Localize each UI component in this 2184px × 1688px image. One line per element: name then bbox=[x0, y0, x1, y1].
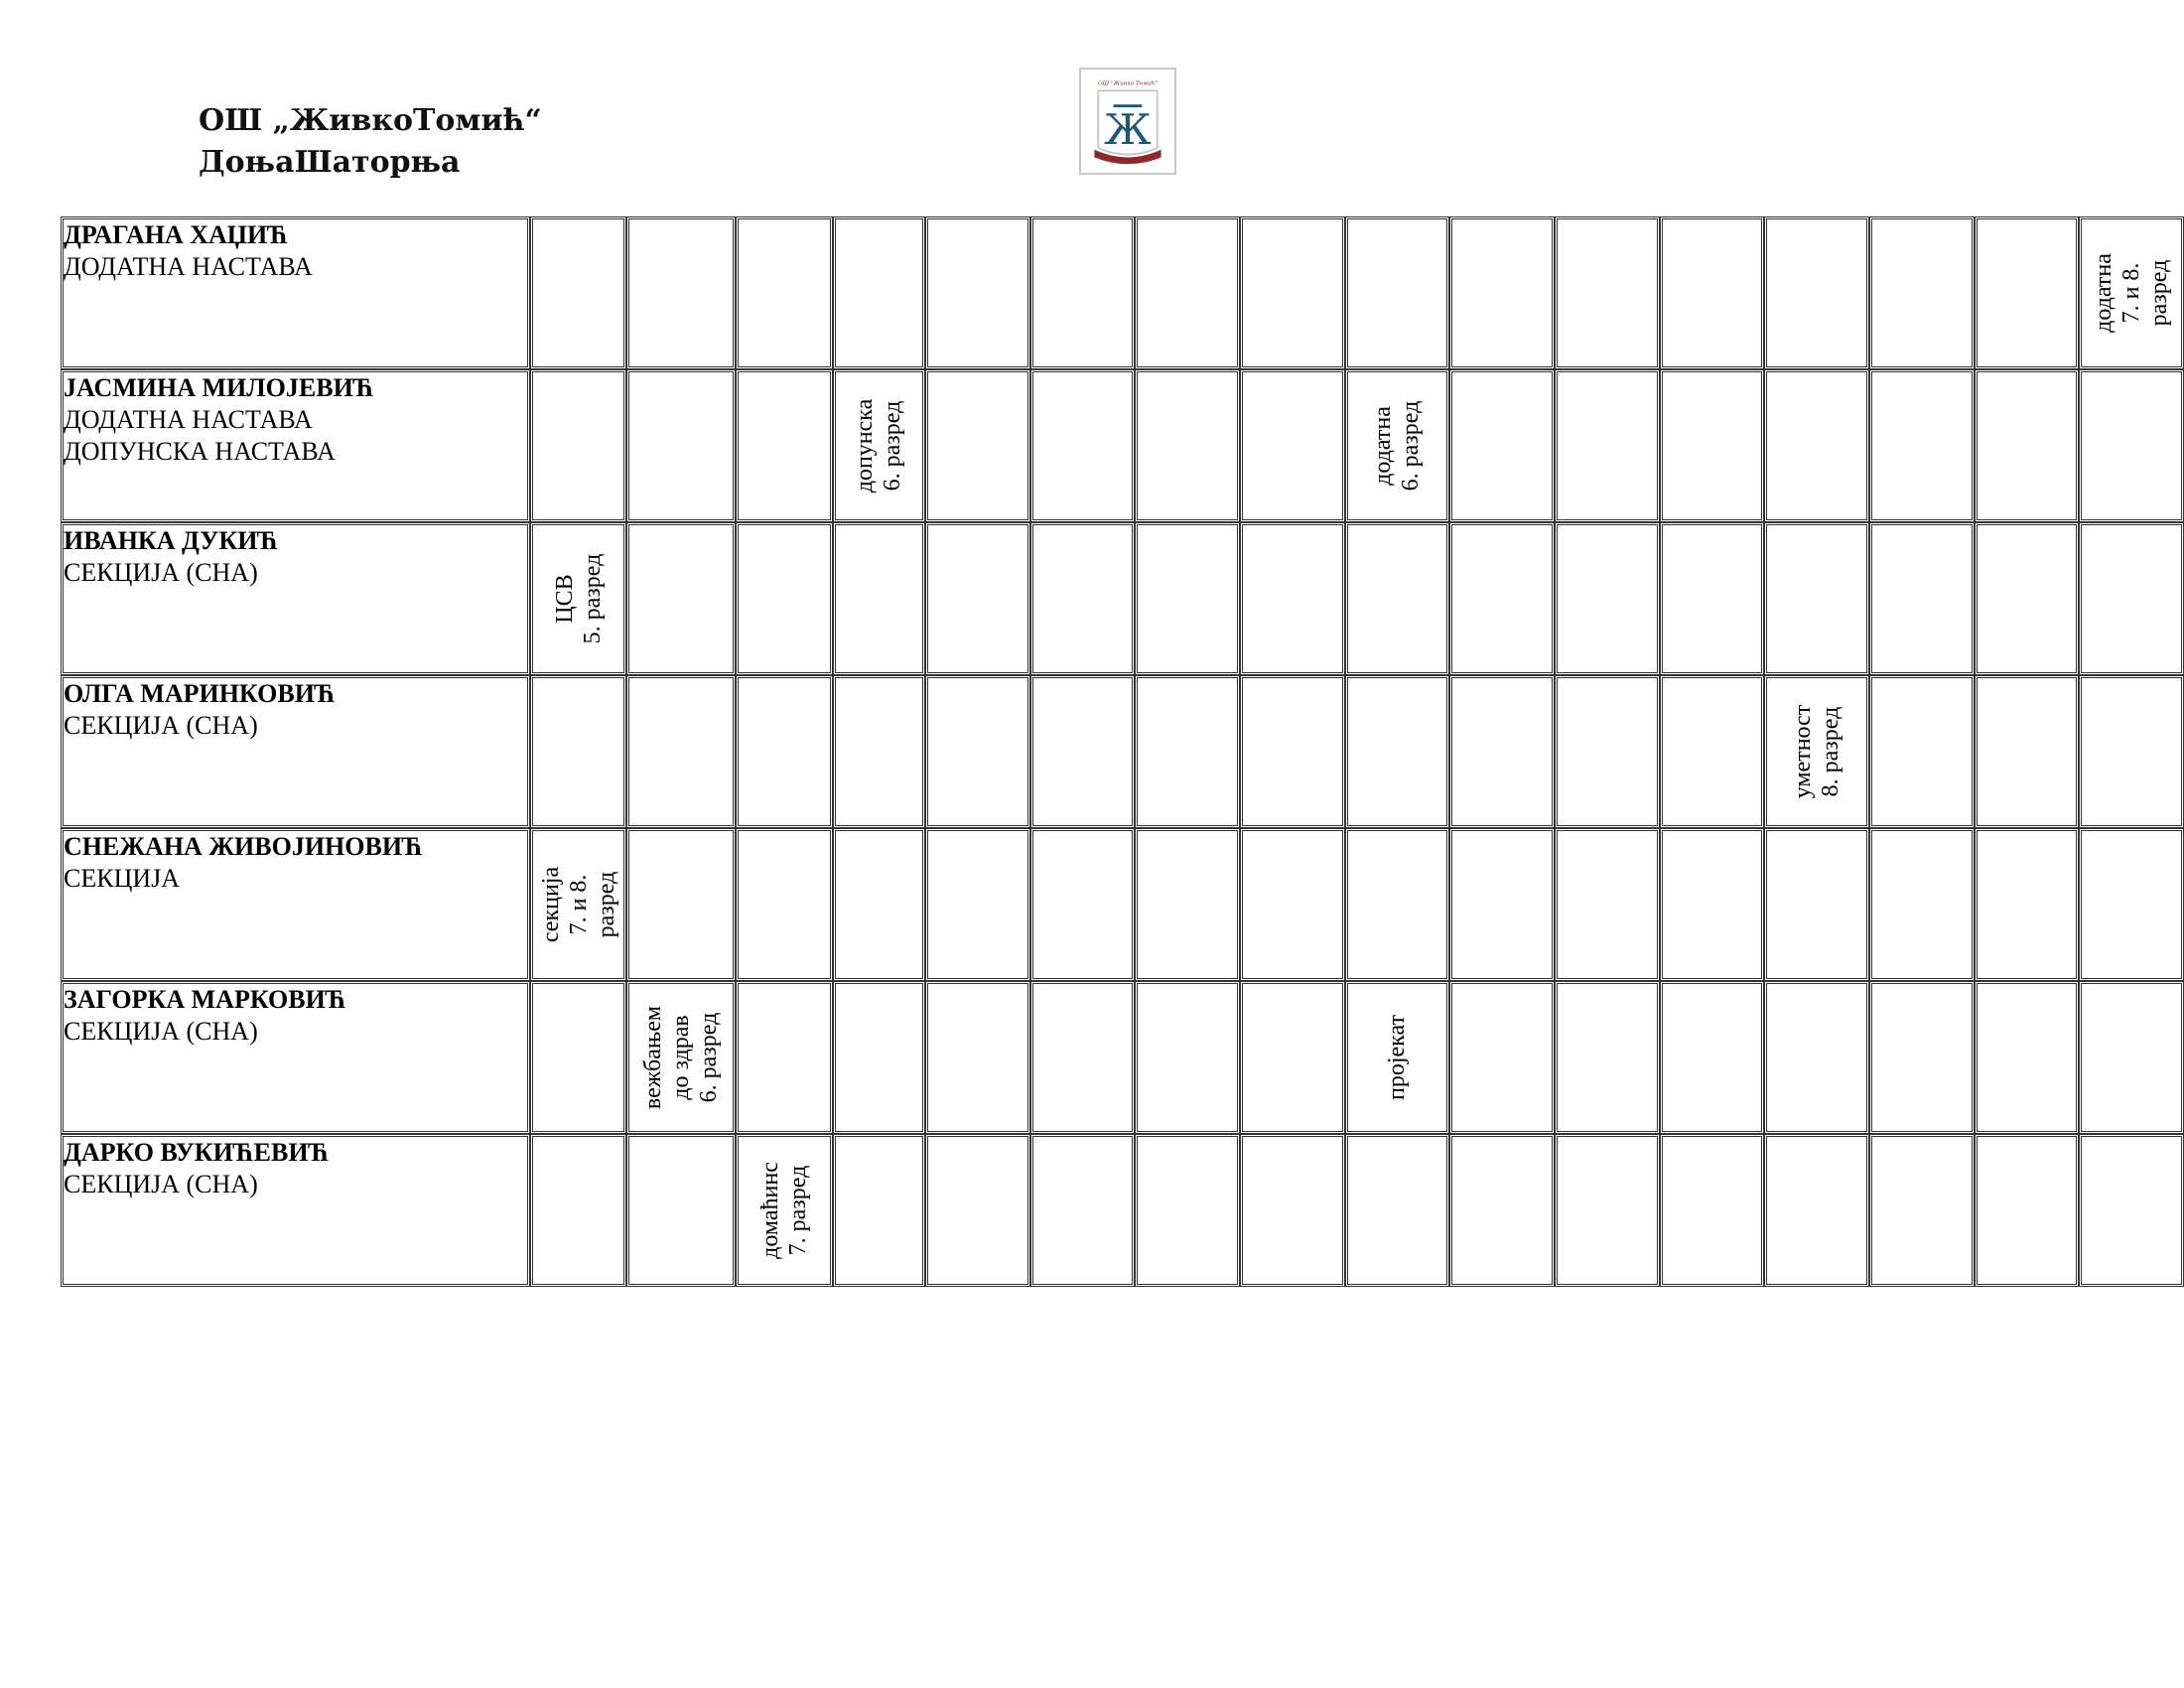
schedule-cell bbox=[1030, 1134, 1136, 1287]
teacher-name: ИВАНКА ДУКИЋ bbox=[64, 526, 279, 555]
activity-label-secondary: ДОПУНСКА НАСТАВА bbox=[64, 437, 336, 466]
schedule-cell bbox=[1660, 1134, 1765, 1287]
schedule-cell bbox=[833, 216, 925, 369]
schedule-entry: секција 7. и 8. разред bbox=[537, 866, 619, 943]
schedule-cell bbox=[736, 216, 833, 369]
schedule-cell bbox=[1764, 828, 1869, 981]
teacher-name: ОЛГА МАРИНКОВИЋ bbox=[64, 679, 336, 708]
schedule-cell bbox=[1345, 828, 1450, 981]
schedule-cell bbox=[626, 828, 736, 981]
schedule-cell bbox=[1240, 369, 1345, 522]
schedule-cell bbox=[833, 522, 925, 675]
schedule-cell bbox=[925, 522, 1030, 675]
teacher-cell bbox=[61, 216, 530, 369]
schedule-cell bbox=[1975, 216, 2080, 369]
schedule-cell bbox=[1345, 216, 1450, 369]
activity-label: ДОДАТНА НАСТАВА bbox=[64, 405, 313, 434]
school-crest-icon bbox=[1079, 68, 1176, 175]
table-row bbox=[61, 981, 2184, 1134]
schedule-cell bbox=[1764, 981, 1869, 1134]
activity-label: ДОДАТНА НАСТАВА bbox=[64, 252, 313, 281]
schedule-cell bbox=[1975, 981, 2080, 1134]
schedule-cell bbox=[626, 675, 736, 828]
schedule-cell bbox=[1449, 675, 1555, 828]
schedule-cell bbox=[1240, 828, 1345, 981]
teacher-cell bbox=[61, 981, 530, 1134]
schedule-cell bbox=[1030, 522, 1136, 675]
schedule-cell bbox=[1869, 981, 1975, 1134]
schedule-cell bbox=[925, 216, 1030, 369]
schedule-cell bbox=[530, 981, 627, 1134]
schedule-cell bbox=[1449, 828, 1555, 981]
schedule-cell bbox=[1764, 522, 1869, 675]
school-header bbox=[199, 100, 542, 184]
schedule-cell bbox=[1555, 675, 1660, 828]
schedule-cell bbox=[833, 828, 925, 981]
schedule-cell bbox=[1660, 675, 1765, 828]
schedule-cell bbox=[1135, 522, 1240, 675]
schedule-cell bbox=[1030, 828, 1136, 981]
schedule-cell bbox=[530, 369, 627, 522]
schedule-cell bbox=[925, 1134, 1030, 1287]
schedule-cell bbox=[1135, 1134, 1240, 1287]
activity-label: СЕКЦИЈА bbox=[64, 864, 181, 893]
schedule-cell bbox=[1449, 981, 1555, 1134]
table-row bbox=[61, 522, 2184, 675]
schedule-cell bbox=[1345, 981, 1450, 1134]
schedule-cell bbox=[833, 369, 925, 522]
schedule-cell bbox=[1135, 828, 1240, 981]
schedule-cell bbox=[1869, 675, 1975, 828]
schedule-cell bbox=[2079, 216, 2184, 369]
schedule-cell bbox=[1660, 216, 1765, 369]
logo-monogram: Ж bbox=[1104, 105, 1152, 155]
schedule-cell bbox=[1975, 828, 2080, 981]
schedule-cell bbox=[1030, 216, 1136, 369]
schedule-cell bbox=[736, 522, 833, 675]
teacher-name: СНЕЖАНА ЖИВОЈИНОВИЋ bbox=[64, 832, 423, 861]
schedule-entry: додатна 7. и 8. разред bbox=[2091, 253, 2173, 333]
schedule-entry: вежбањем до здрав 6. разред bbox=[640, 1005, 723, 1110]
schedule-cell bbox=[1869, 216, 1975, 369]
schedule-cell bbox=[1449, 216, 1555, 369]
schedule-cell bbox=[530, 522, 627, 675]
table-row bbox=[61, 216, 2184, 369]
schedule-cell bbox=[736, 1134, 833, 1287]
schedule-cell bbox=[626, 981, 736, 1134]
schedule-cell bbox=[1345, 369, 1450, 522]
schedule-cell bbox=[2079, 522, 2184, 675]
schedule-cell bbox=[925, 369, 1030, 522]
schedule-cell bbox=[1764, 1134, 1869, 1287]
teacher-cell bbox=[61, 675, 530, 828]
schedule-cell bbox=[1869, 369, 1975, 522]
teacher-name: ДРАГАНА ХАЏИЋ bbox=[64, 220, 289, 249]
schedule-cell bbox=[626, 522, 736, 675]
schedule-cell bbox=[736, 981, 833, 1134]
schedule-cell bbox=[1975, 522, 2080, 675]
schedule-cell bbox=[1869, 1134, 1975, 1287]
schedule-cell bbox=[530, 828, 627, 981]
schedule-cell bbox=[1030, 981, 1136, 1134]
schedule-cell bbox=[626, 216, 736, 369]
schedule-cell bbox=[626, 369, 736, 522]
schedule-cell bbox=[925, 828, 1030, 981]
schedule-entry: домаћинс 7. разред bbox=[756, 1162, 811, 1259]
schedule-cell bbox=[1764, 675, 1869, 828]
schedule-cell bbox=[1240, 675, 1345, 828]
teacher-name: ЗАГОРКА МАРКОВИЋ bbox=[64, 985, 346, 1014]
schedule-cell bbox=[925, 981, 1030, 1134]
schedule-cell bbox=[1869, 522, 1975, 675]
activity-label: СЕКЦИЈА (СНА) bbox=[64, 711, 258, 740]
schedule-cell bbox=[1135, 369, 1240, 522]
activity-label: СЕКЦИЈА (СНА) bbox=[64, 558, 258, 587]
schedule-cell bbox=[833, 1134, 925, 1287]
schedule-cell bbox=[1240, 1134, 1345, 1287]
schedule-cell bbox=[1135, 675, 1240, 828]
schedule-cell bbox=[1555, 369, 1660, 522]
schedule-cell bbox=[1660, 981, 1765, 1134]
schedule-cell bbox=[2079, 828, 2184, 981]
schedule-cell bbox=[1975, 1134, 2080, 1287]
schedule-cell bbox=[833, 675, 925, 828]
teacher-name: ДАРКО ВУКИЋЕВИЋ bbox=[64, 1138, 330, 1167]
teacher-name: ЈАСМИНА МИЛОЈЕВИЋ bbox=[64, 373, 374, 402]
schedule-cell bbox=[1869, 828, 1975, 981]
schedule-cell bbox=[1555, 981, 1660, 1134]
schedule-cell bbox=[1240, 981, 1345, 1134]
teacher-cell bbox=[61, 522, 530, 675]
schedule-cell bbox=[736, 369, 833, 522]
schedule-cell bbox=[1135, 216, 1240, 369]
schedule-cell bbox=[1030, 675, 1136, 828]
schedule-entry: ЦСВ 5. разред bbox=[551, 553, 606, 644]
schedule-cell bbox=[2079, 675, 2184, 828]
schedule-cell bbox=[1449, 522, 1555, 675]
schedule-cell bbox=[1345, 1134, 1450, 1287]
schedule-cell bbox=[530, 216, 627, 369]
schedule-cell bbox=[1345, 522, 1450, 675]
schedule-cell bbox=[1555, 522, 1660, 675]
schedule-cell bbox=[1764, 369, 1869, 522]
schedule-cell bbox=[1449, 369, 1555, 522]
schedule-cell bbox=[1030, 369, 1136, 522]
schedule-cell bbox=[2079, 981, 2184, 1134]
schedule-cell bbox=[1449, 1134, 1555, 1287]
schedule-cell bbox=[1975, 675, 2080, 828]
schedule-cell bbox=[833, 981, 925, 1134]
table-row bbox=[61, 675, 2184, 828]
table-row bbox=[61, 828, 2184, 981]
schedule-cell bbox=[2079, 369, 2184, 522]
teacher-cell bbox=[61, 828, 530, 981]
schedule-entry: допунска 6. разред bbox=[852, 398, 906, 493]
activity-label: СЕКЦИЈА (СНА) bbox=[64, 1170, 258, 1198]
schedule-cell bbox=[925, 675, 1030, 828]
schedule-cell bbox=[1660, 369, 1765, 522]
logo-caption: ОШ "Живко Томић" bbox=[1097, 80, 1159, 87]
activity-label: СЕКЦИЈА (СНА) bbox=[64, 1017, 258, 1046]
schedule-cell bbox=[2079, 1134, 2184, 1287]
school-name: ОШ „ЖивкоТомић“ bbox=[199, 103, 542, 138]
schedule-entry: додатна 6. разред bbox=[1370, 400, 1425, 492]
schedule-cell bbox=[736, 675, 833, 828]
schedule-cell bbox=[626, 1134, 736, 1287]
schedule-cell bbox=[530, 1134, 627, 1287]
schedule-cell bbox=[1555, 216, 1660, 369]
schedule-table bbox=[61, 216, 2184, 1287]
schedule-cell bbox=[1660, 522, 1765, 675]
schedule-cell bbox=[736, 828, 833, 981]
school-location: ДоњаШаторња bbox=[199, 145, 461, 180]
schedule-cell bbox=[530, 675, 627, 828]
schedule-cell bbox=[1555, 1134, 1660, 1287]
schedule-cell bbox=[1764, 216, 1869, 369]
schedule-cell bbox=[1345, 675, 1450, 828]
teacher-cell bbox=[61, 1134, 530, 1287]
schedule-cell bbox=[1135, 981, 1240, 1134]
schedule-cell bbox=[1555, 828, 1660, 981]
schedule-cell bbox=[1240, 522, 1345, 675]
teacher-cell bbox=[61, 369, 530, 522]
schedule-cell bbox=[1975, 369, 2080, 522]
table-row bbox=[61, 1134, 2184, 1287]
schedule-cell bbox=[1660, 828, 1765, 981]
schedule-entry: уметност 8. разред bbox=[1790, 704, 1844, 799]
table-row bbox=[61, 369, 2184, 522]
schedule-entry: пројекат bbox=[1384, 1015, 1411, 1100]
schedule-cell bbox=[1240, 216, 1345, 369]
